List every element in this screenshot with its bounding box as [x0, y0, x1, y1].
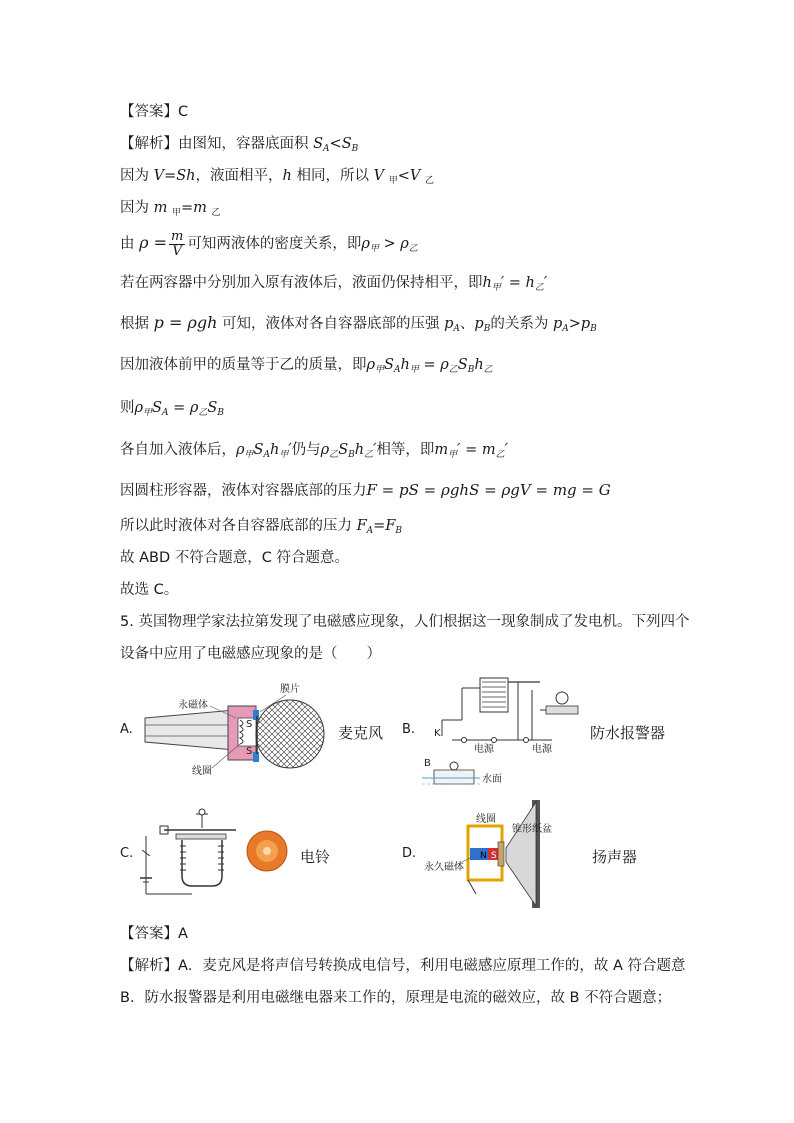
analysis-text: 的关系为	[490, 316, 553, 332]
label-power-1: 电源	[474, 744, 494, 755]
math-area-compare: $S_A<S_B$	[313, 136, 359, 154]
analysis-text: 仍与	[291, 442, 321, 458]
analysis-line-1	[120, 134, 358, 159]
answer-label: 【答案】	[120, 104, 178, 120]
analysis5-line-2: B．防水报警器是利用电磁继电器来工作的，原理是电流的磁效应，故 B 不符合题意；	[120, 990, 672, 1006]
question-5-stem-line-1: 5. 英国物理学家法拉第发现了电磁感应现象，人们根据这一现象制成了发电机。下列四个	[120, 614, 690, 630]
label-k: K	[434, 728, 441, 739]
answer-value: A	[178, 926, 188, 942]
math-term-a: $\rho_甲S_Ah_甲'$	[236, 442, 292, 460]
analysis-text: 可知两液体的密度关系，即	[187, 236, 362, 252]
label-permanent-magnet: 永磁体	[178, 700, 208, 711]
analysis-text: 由图知，容器底面积	[178, 136, 314, 152]
analysis-text: 若在两容器中分别加入原有液体后，液面仍保持相平，即	[120, 275, 483, 291]
math-pa-pb: $p_A$	[444, 316, 460, 334]
analysis-line-3	[120, 198, 221, 223]
math-mass-new-equal: $m_甲' = m_乙'$	[434, 442, 508, 460]
option-a-name: 麦克风	[338, 724, 384, 742]
analysis-text: 因加液体前甲的质量等于乙的质量，即	[120, 357, 367, 373]
math-pressure-formula: p = ρgh	[153, 313, 218, 332]
answer-value: C	[178, 104, 189, 120]
math-height-equal: $h_甲' = h_乙'$	[482, 275, 548, 293]
analysis-text: 因圆柱形容器，液体对容器底部的压力	[120, 483, 367, 499]
label-coil: 线圈	[192, 766, 212, 777]
analysis-text: 因为 V=Sh，液面相平，h 相同，所以 V $_甲$<V $_乙$	[120, 168, 434, 186]
analysis-label: 【解析】	[120, 958, 178, 974]
loudspeaker-figure	[420, 796, 580, 912]
label-magnet: 永久磁体	[424, 862, 464, 873]
analysis-line-2	[120, 166, 434, 191]
math-force-equal: $F_A=F_B$	[356, 518, 403, 536]
analysis-text: 由	[120, 236, 135, 252]
analysis5-line-1	[120, 956, 686, 976]
water-alarm-figure	[422, 670, 582, 792]
label-s-top: S	[246, 719, 253, 730]
microphone-figure	[140, 680, 330, 780]
option-b-name: 防水报警器	[590, 724, 666, 742]
analysis-line-12: 故 ABD 不符合题意，C 符合题意。	[120, 550, 349, 566]
analysis-line-13: 故选 C。	[120, 582, 179, 598]
label-power-2: 电源	[532, 744, 552, 755]
analysis-line-5	[120, 273, 547, 298]
option-a-letter: A.	[120, 722, 133, 737]
question-5-stem-line-2: 设备中应用了电磁感应现象的是（ ）	[120, 646, 381, 662]
label-water-surface: 水面	[482, 774, 502, 785]
label-s: S	[491, 851, 497, 861]
analysis-text: 相等，即	[376, 442, 435, 458]
answer-label: 【答案】	[120, 926, 178, 942]
label-s-bottom: S	[246, 746, 253, 757]
analysis-line-10	[120, 480, 611, 501]
math-density-compare: $\rho_甲 > \rho_乙$	[361, 236, 418, 254]
option-d-name: 扬声器	[592, 848, 638, 866]
option-c-name: 电铃	[300, 848, 331, 866]
analysis-text: 根据	[120, 316, 149, 332]
analysis-line-11	[120, 516, 402, 541]
option-d-letter: D.	[402, 846, 417, 861]
math-mass-equal: $\rho_甲S_Ah_甲 = \rho_乙S_Bh_乙$	[366, 357, 493, 375]
label-b: B	[424, 758, 431, 769]
label-n: N	[480, 851, 487, 861]
analysis-line-6: 根据 p = ρgh 可知，液体对各自容器底部的压强 $p_A$、$p_B$的关系为 $p_A>p_B$	[120, 313, 597, 334]
analysis-text: 所以此时液体对各自容器底部的压力	[120, 518, 357, 534]
option-c-letter: C.	[120, 846, 134, 861]
math-rho-s-equal: $\rho_甲S_A = \rho_乙S_B$	[134, 400, 224, 418]
label-cone: 锥形纸盆	[512, 824, 552, 835]
analysis-text: 可知，液体对各自容器底部的压强	[222, 316, 445, 332]
analysis-line-9	[120, 440, 508, 465]
analysis-text: 各自加入液体后，	[120, 442, 236, 458]
analysis-label: 【解析】	[120, 136, 178, 152]
analysis-line-4	[120, 228, 418, 264]
analysis-text: 因为 m $_甲$=m $_乙$	[120, 200, 221, 218]
label-diaphragm: 膜片	[280, 684, 300, 695]
density-formula: ρ =	[139, 233, 168, 252]
option-b-letter: B.	[402, 722, 416, 737]
analysis-option-a: A．麦克风是将声信号转换成电信号，利用电磁感应原理工作的，故 A 符合题意	[178, 958, 686, 974]
math-pa-gt-pb: $p_A>p_B$	[552, 316, 597, 334]
analysis-line-7	[120, 355, 493, 380]
answer-line-q4	[120, 102, 188, 122]
answer-line-q5	[120, 924, 188, 944]
analysis-line-8	[120, 398, 224, 423]
math-force-chain: F = pS = ρghS = ρgV = mg = G	[366, 481, 611, 499]
label-coil: 线圈	[476, 814, 496, 825]
analysis-text: 则	[120, 400, 135, 416]
electric-bell-figure	[136, 806, 296, 898]
fraction-m-over-v: $\frac{m}{V}$	[171, 228, 184, 259]
math-term-b: $\rho_乙S_Bh_乙'$	[320, 442, 377, 460]
